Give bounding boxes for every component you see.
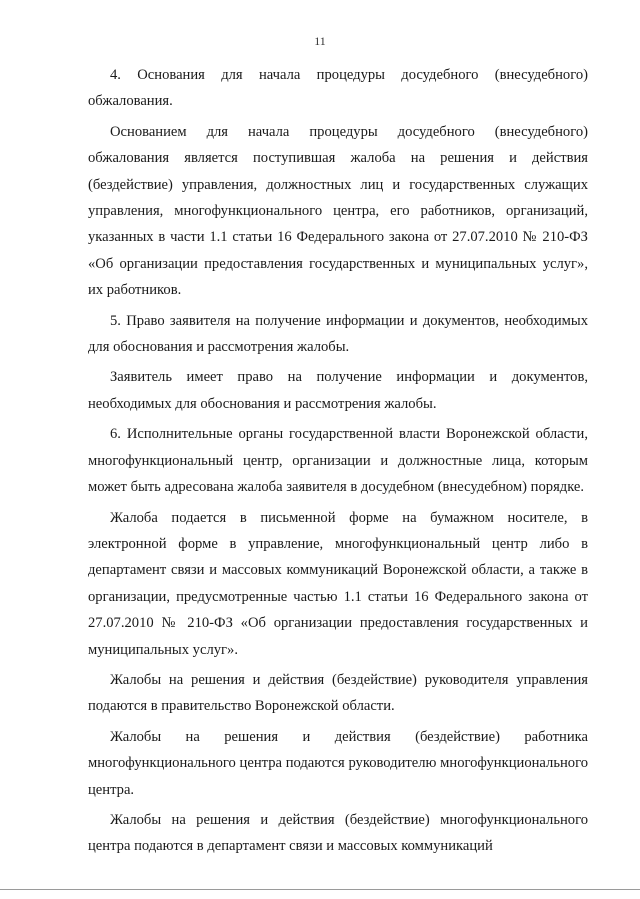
section-6-heading: 6. Исполнительные органы государственной власти Воронежской области, многофункциональный центр, организации и должностные лица, которым может быть адресована жалоба заявителя в досудебном (внесудебном) порядке. [88,426,588,496]
page-number: 11 [314,34,326,48]
section-4-heading: 4. Основания для начала процедуры досудебного (внесудебного) обжалования. [88,67,588,110]
document-body [88,62,588,860]
section-6-text-head-complaints: Жалобы на решения и действия (бездействие) руководителя управления подаются в правительство Воронежской области. [88,671,588,715]
section-6-text-submission: Жалоба подается в письменной форме на бумажном носителе, в электронной форме в управление, многофункциональный центр либо в департамент связи и массовых коммуникаций Воронежской области, а также в организации, предусмотренные частью 1.1 статьи 16 Федерального закона от 27.07.2010 № 210-ФЗ «Об организации предоставления государственных и муниципальных услуг». [88,509,588,658]
section-6-text-mfc-complaints: Жалобы на решения и действия (бездействие) многофункционального центра подаются в департамент связи и массовых коммуникаций [88,811,588,855]
section-6-text-mfc-worker-complaints: Жалобы на решения и действия (бездействие) работника многофункционального центра подаются руководителю многофункционального центра. [88,728,588,798]
page-bottom-edge [0,889,640,890]
section-4-text: Основанием для начала процедуры досудебного (внесудебного) обжалования является поступившая жалоба на решения и действия (бездействие) управления, должностных лиц и государственных служащих управления, многофункционального центра, его работников, организаций, указанных в части 1.1 статьи 16 Федерального закона от 27.07.2010 № 210-ФЗ «Об организации предоставления государственных и муниципальных услуг», их работников. [88,123,588,299]
section-5-heading: 5. Право заявителя на получение информации и документов, необходимых для обоснования и рассмотрения жалобы. [88,312,588,356]
section-5-text: Заявитель имеет право на получение информации и документов, необходимых для обоснования и рассмотрения жалобы. [88,369,588,412]
